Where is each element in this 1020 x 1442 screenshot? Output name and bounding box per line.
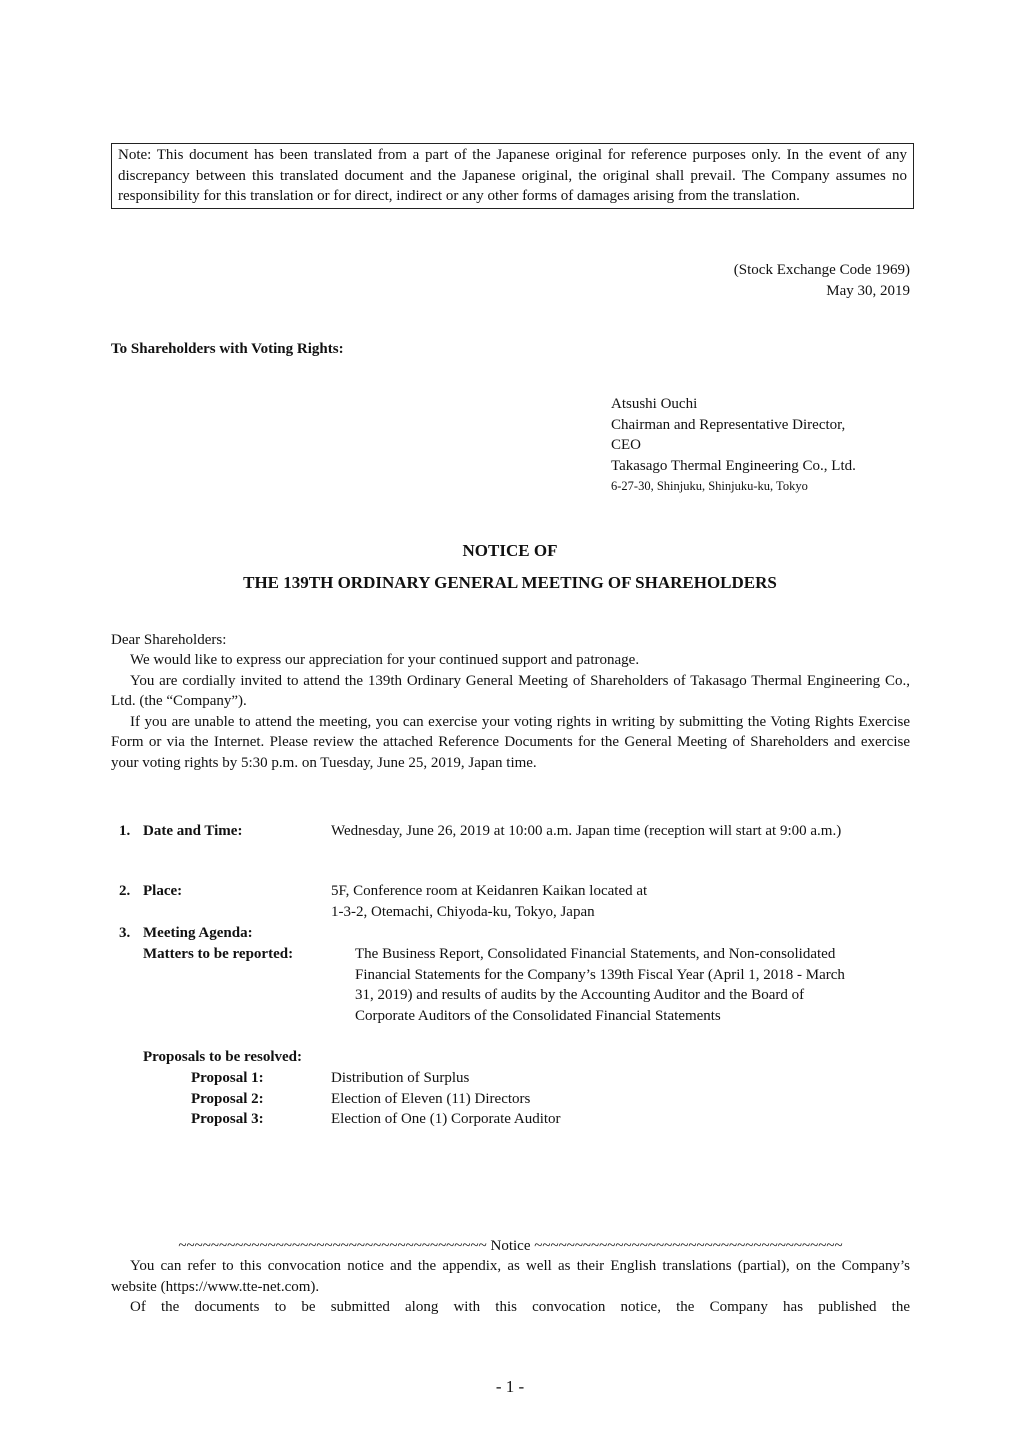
translation-disclaimer-box	[111, 143, 914, 209]
document-date: May 30, 2019	[826, 283, 910, 299]
item-3-number: 3.	[119, 925, 131, 941]
translation-disclaimer-text: Note: This document has been translated from a part of the Japanese original for reference purposes only. In the event of any discrepancy between this translated document and the Japanese original, the original shall prevail. The Company assumes no responsibility for this translation or for direct, indirect or any other forms of damages arising from the translation.	[118, 147, 907, 205]
matters-reported-label: Matters to be reported:	[143, 946, 294, 962]
stock-exchange-code: (Stock Exchange Code 1969)	[733, 262, 910, 278]
intro-paragraphs	[111, 650, 910, 774]
place-line1: 5F, Conference room at Keidanren Kaikan located at	[331, 883, 648, 899]
salutation: Dear Shareholders:	[111, 632, 227, 648]
sender-title-line2: CEO	[611, 437, 641, 454]
proposal-1-label: Proposal 1:	[191, 1070, 264, 1086]
date-time-label: Date and Time:	[143, 823, 243, 839]
page-number: - 1 -	[495, 1377, 525, 1396]
matters-reported-value: The Business Report, Consolidated Financial Statements, and Non-consolidated Financial Statements for the Company’s 139th Fiscal Year (April 1, 2018 - March 31, 2019) and results of audits by the Accounting Auditor and the Board of Corporate Auditors of the Consolidated Financial Statements	[355, 946, 845, 1024]
sender-company: Takasago Thermal Engineering Co., Ltd.	[611, 457, 856, 474]
addressee: To Shareholders with Voting Rights:	[111, 341, 344, 357]
date-time-value: Wednesday, June 26, 2019 at 10:00 a.m. Japan time (reception will start at 9:00 a.m.)	[331, 823, 842, 839]
sender-title-line1: Chairman and Representative Director,	[611, 416, 846, 433]
item-2-number: 2.	[119, 883, 131, 899]
proposals-resolved-label: Proposals to be resolved:	[143, 1049, 303, 1065]
intro-paragraph-1: We would like to express our appreciation for your continued support and patronage.	[130, 652, 640, 668]
place-line2: 1-3-2, Otemachi, Chiyoda-ku, Tokyo, Japan	[331, 904, 595, 920]
proposal-2-text: Election of Eleven (11) Directors	[331, 1091, 531, 1107]
title-line1: NOTICE OF	[462, 541, 558, 560]
sender-address: 6-27-30, Shinjuku, Shinjuku-ku, Tokyo	[611, 479, 808, 494]
notice-paragraph-1: You can refer to this convocation notice and the appendix, as well as their English translations (partial), on the Company’s website (https://www.tte-net.com).	[111, 1258, 910, 1295]
proposal-2-label: Proposal 2:	[191, 1091, 264, 1107]
sender-name: Atsushi Ouchi	[611, 396, 698, 412]
proposal-3-label: Proposal 3:	[191, 1111, 264, 1127]
notice-paragraph-2: Of the documents to be submitted along with this convocation notice, the Company has published the	[130, 1299, 910, 1316]
place-label: Place:	[143, 883, 183, 899]
intro-paragraph-3: If you are unable to attend the meeting, you can exercise your voting rights in writing by submitting the Voting Rights Exercise Form or via the Internet. Please review the attached Reference Documents for the General Meeting of Shareholders and exercise your voting rights by 5:30 p.m. on Tuesday, June 25, 2019, Japan time.	[111, 713, 910, 771]
notice-paragraphs	[111, 1256, 910, 1318]
item-1-number: 1.	[119, 823, 131, 839]
notice-header: ~~~~~~~~~~~~~~~~~~~~~~~~~~~~~~~~~~~~~~ Notice ~~~~~~~~~~~~~~~~~~~~~~~~~~~~~~~~~~~~~~	[178, 1238, 843, 1254]
sender-block	[611, 394, 921, 496]
proposal-3-text: Election of One (1) Corporate Auditor	[331, 1111, 561, 1127]
meeting-agenda-label: Meeting Agenda:	[143, 925, 253, 941]
title-line2: THE 139TH ORDINARY GENERAL MEETING OF SHAREHOLDERS	[243, 573, 777, 592]
intro-paragraph-2: You are cordially invited to attend the 139th Ordinary General Meeting of Shareholders of Takasago Thermal Engineering Co., Ltd. (the “Company”).	[111, 672, 910, 710]
proposal-1-text: Distribution of Surplus	[331, 1070, 470, 1086]
